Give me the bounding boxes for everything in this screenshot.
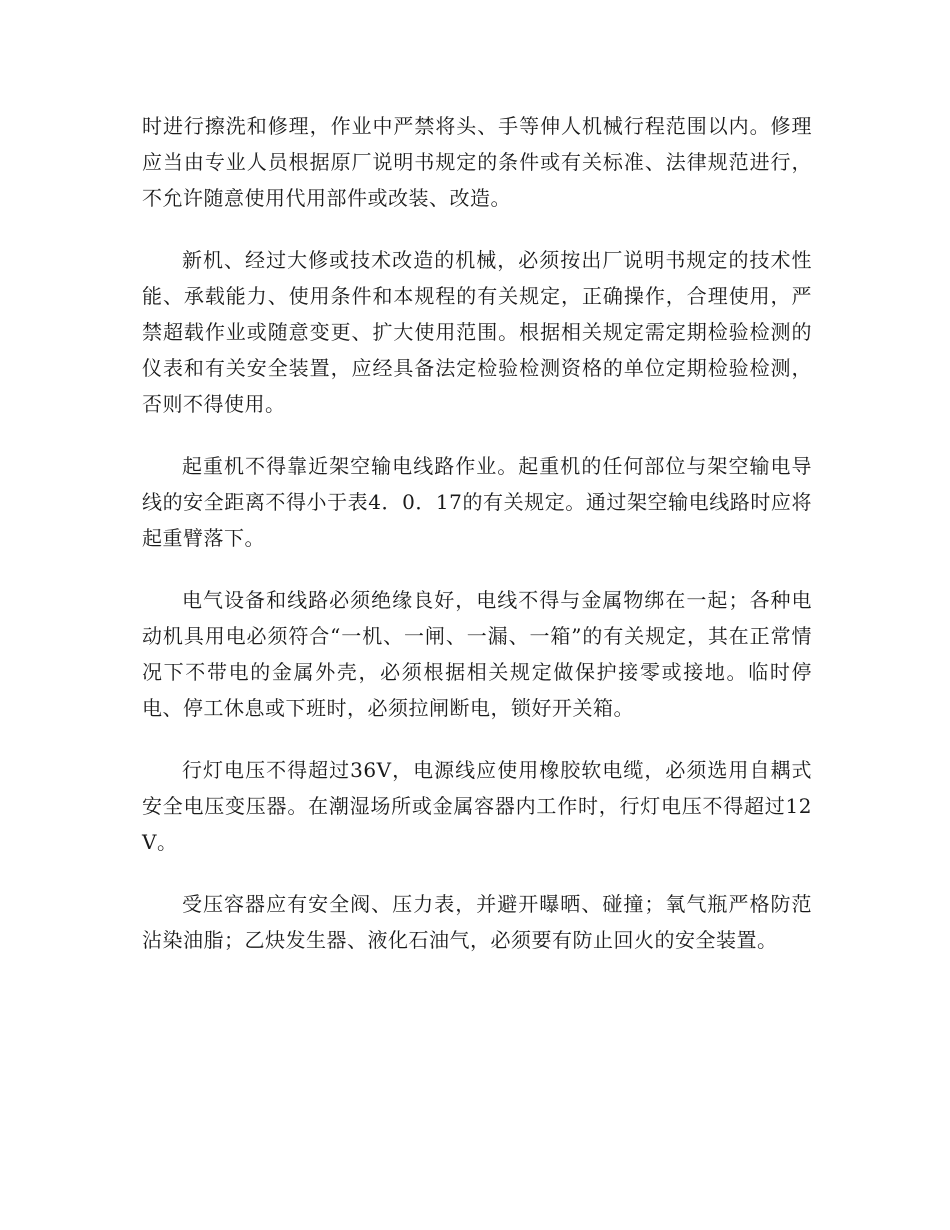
paragraph-electrical-equipment: 电气设备和线路必须绝缘良好，电线不得与金属物绑在一起；各种电动机具用电必须符合“一机、一闸、一漏、一箱”的有关规定，其在正常情况下不带电的金属外壳，必须根据相关规定做保护接零或接地。临时停电、停工休息或下班时，必须拉闸断电，锁好开关箱。: [142, 588, 812, 720]
document-body: [142, 108, 812, 984]
paragraph-lamp-voltage: 行灯电压不得超过36V，电源线应使用橡胶软电缆，必须选用自耦式安全电压变压器。在潮湿场所或金属容器内工作时，行灯电压不得超过12V。: [142, 758, 812, 854]
paragraph-maintenance: 时进行擦洗和修理，作业中严禁将头、手等伸人机械行程范围以内。修理应当由专业人员根据原厂说明书规定的条件或有关标准、法律规范进行，不允许随意使用代用部件或改装、改造。: [142, 114, 812, 210]
paragraph-crane-power-lines: 起重机不得靠近架空输电线路作业。起重机的任何部位与架空输电导线的安全距离不得小于表4．0．17的有关规定。通过架空输电线路时应将起重臂落下。: [142, 454, 812, 550]
paragraph-pressure-vessels: 受压容器应有安全阀、压力表，并避开曝晒、碰撞；氧气瓶严格防范沾染油脂；乙炔发生器、液化石油气，必须要有防止回火的安全装置。: [142, 892, 812, 952]
paragraph-new-machinery: 新机、经过大修或技术改造的机械，必须按出厂说明书规定的技术性能、承载能力、使用条件和本规程的有关规定，正确操作，合理使用，严禁超载作业或随意变更、扩大使用范围。根据相关规定需定期检验检测的仪表和有关安全装置，应经具备法定检验检测资格的单位定期检验检测，否则不得使用。: [142, 248, 812, 416]
